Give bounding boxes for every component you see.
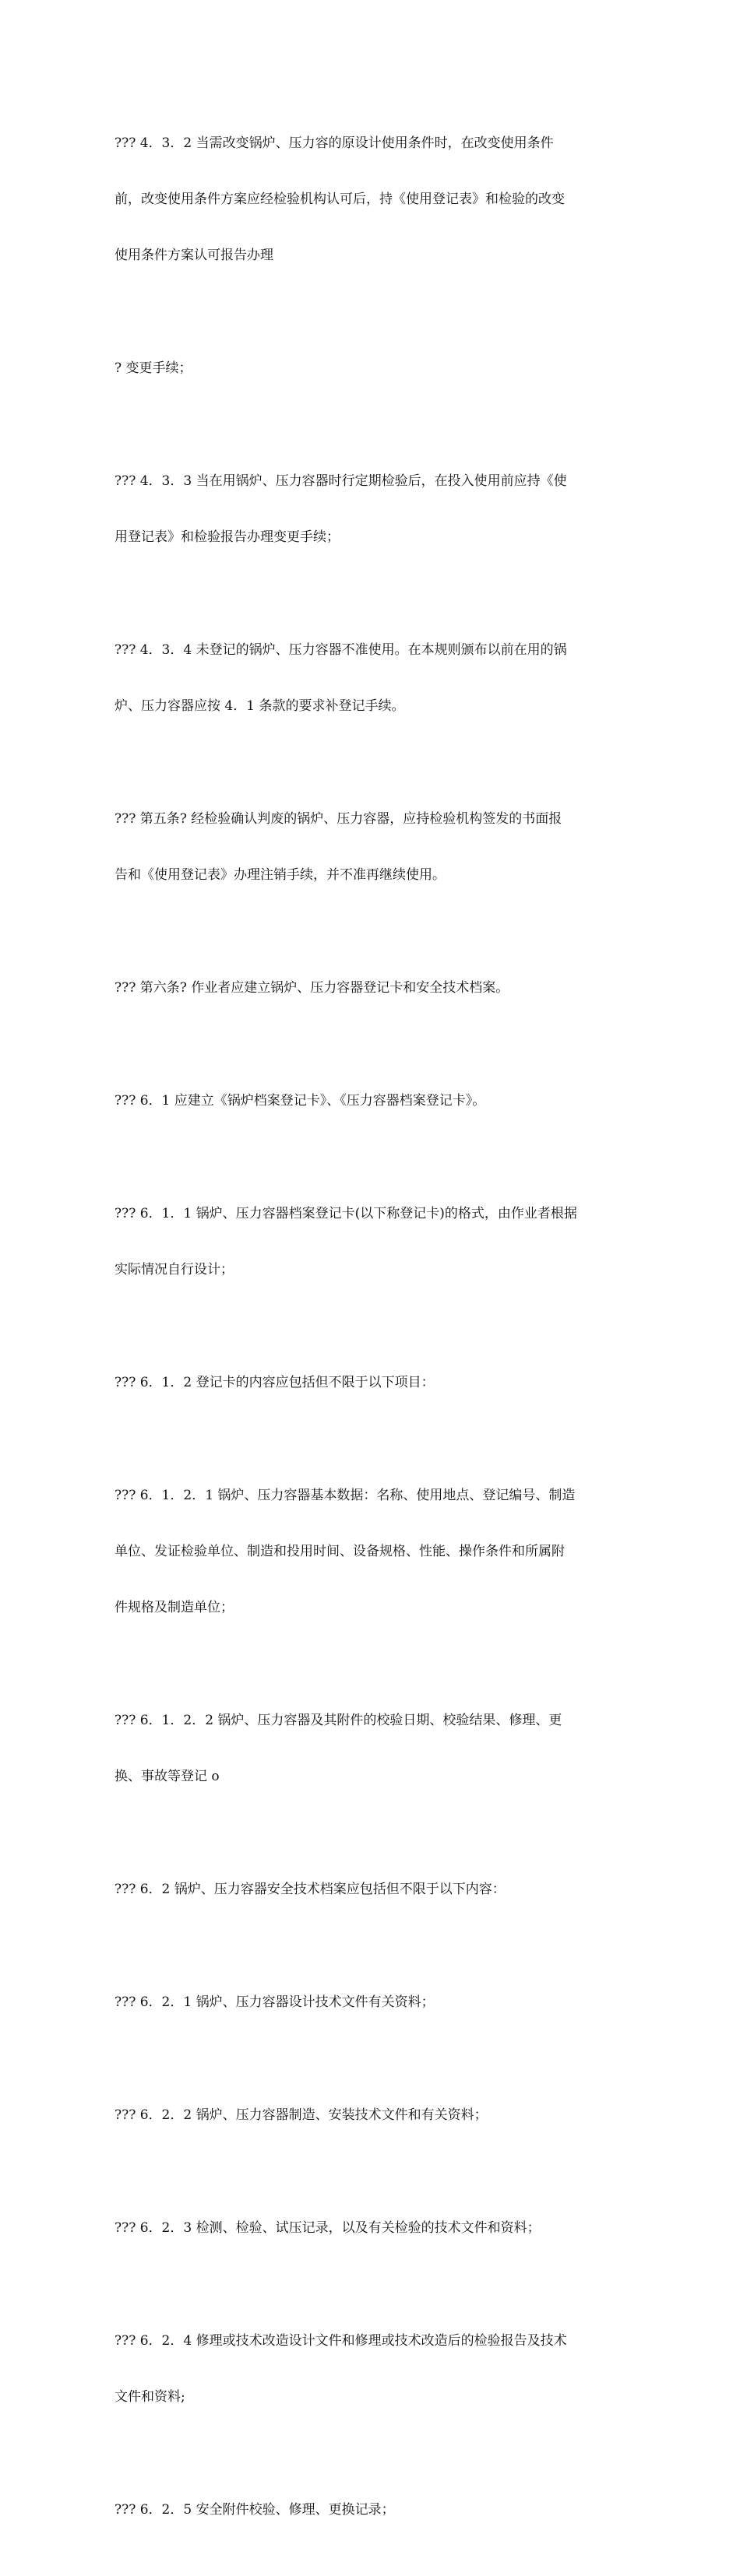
text-line: ??? 第六条? 作业者应建立锅炉、压力容器登记卡和安全技术档案。 (115, 980, 509, 996)
text-line: ??? 6．1．2 登记卡的内容应包括但不限于以下项目： (115, 1375, 435, 1390)
paragraph (115, 772, 629, 922)
paragraph (115, 2181, 629, 2275)
text-line: ??? 6．1 应建立《锅炉档案登记卡》、《压力容器档案登记卡》。 (115, 1093, 486, 1109)
text-line: ??? 6．1．2．1 锅炉、压力容器基本数据：名称、使用地点、登记编号、制造 (115, 1488, 576, 1503)
text-line: 文件和资料; (115, 2389, 185, 2405)
paragraph (115, 1336, 629, 1429)
paragraph (115, 2463, 629, 2557)
text-line: ??? 6．1．2．2 锅炉、压力容器及其附件的校验日期、校验结果、修理、更 (115, 1713, 562, 1728)
paragraph (115, 941, 629, 1035)
paragraph (115, 603, 629, 753)
document-body (115, 97, 629, 2576)
text-line: 使用条件方案认可报告办理 (115, 248, 273, 263)
text-line: ??? 6．2 锅炉、压力容器安全技术档案应包括但不限于以下内容： (115, 1882, 506, 1897)
text-line: ??? 6．2．5 安全附件校验、修理、更换记录； (115, 2502, 395, 2518)
text-line: 换、事故等登记 o (115, 1769, 220, 1784)
text-line: ??? 6．1．1 锅炉、压力容器档案登记卡(以下称登记卡)的格式，由作业者根据 (115, 1206, 577, 1221)
paragraph (115, 1167, 629, 1316)
text-line: ??? 第五条? 经检验确认判废的锅炉、压力容器，应持检验机构签发的书面报 (115, 811, 562, 827)
text-line: 炉、压力容器应按 4．1 条款的要求补登记手续。 (115, 698, 405, 714)
paragraph (115, 1054, 629, 1147)
paragraph (115, 2068, 629, 2162)
paragraph (115, 1956, 629, 2049)
text-line: 单位、发证检验单位、制造和投用时间、设备规格、性能、操作条件和所属附 (115, 1544, 565, 1559)
text-line: ??? 6．2．1 锅炉、压力容器设计技术文件有关资料； (115, 1994, 435, 2010)
text-line: ??? 4．3．4 未登记的锅炉、压力容器不准使用。在本规则颁布以前在用的锅 (115, 642, 567, 658)
paragraph (115, 1843, 629, 1936)
text-line: ??? 4．3．3 当在用锅炉、压力容器时行定期检验后，在投入使用前应持《使 (115, 473, 567, 489)
text-line: ? 变更手续； (115, 360, 192, 376)
text-line: 实际情况自行设计； (115, 1262, 234, 1277)
paragraph (115, 1674, 629, 1823)
paragraph (115, 2294, 629, 2444)
text-line: ??? 4．3．2 当需改变锅炉、压力容的原设计使用条件时，在改变使用条件 (115, 135, 554, 151)
text-line: 件规格及制造单位； (115, 1600, 234, 1615)
text-line: ??? 6．2．4 修理或技术改造设计文件和修理或技术改造后的检验报告及技术 (115, 2333, 567, 2349)
text-line: ??? 6．2．3 检测、检验、试压记录，以及有关检验的技术文件和资料； (115, 2220, 541, 2236)
paragraph (115, 97, 629, 302)
paragraph (115, 322, 629, 415)
text-line: 用登记表》和检验报告办理变更手续； (115, 529, 340, 545)
text-line: ??? 6．2．2 锅炉、压力容器制造、安装技术文件和有关资料； (115, 2107, 488, 2123)
paragraph (115, 434, 629, 584)
paragraph (115, 1449, 629, 1654)
text-line: 告和《使用登记表》办理注销手续，并不准再继续使用。 (115, 867, 446, 883)
text-line: 前，改变使用条件方案应经检验机构认可后，持《使用登记表》和检验的改变 (115, 192, 565, 207)
